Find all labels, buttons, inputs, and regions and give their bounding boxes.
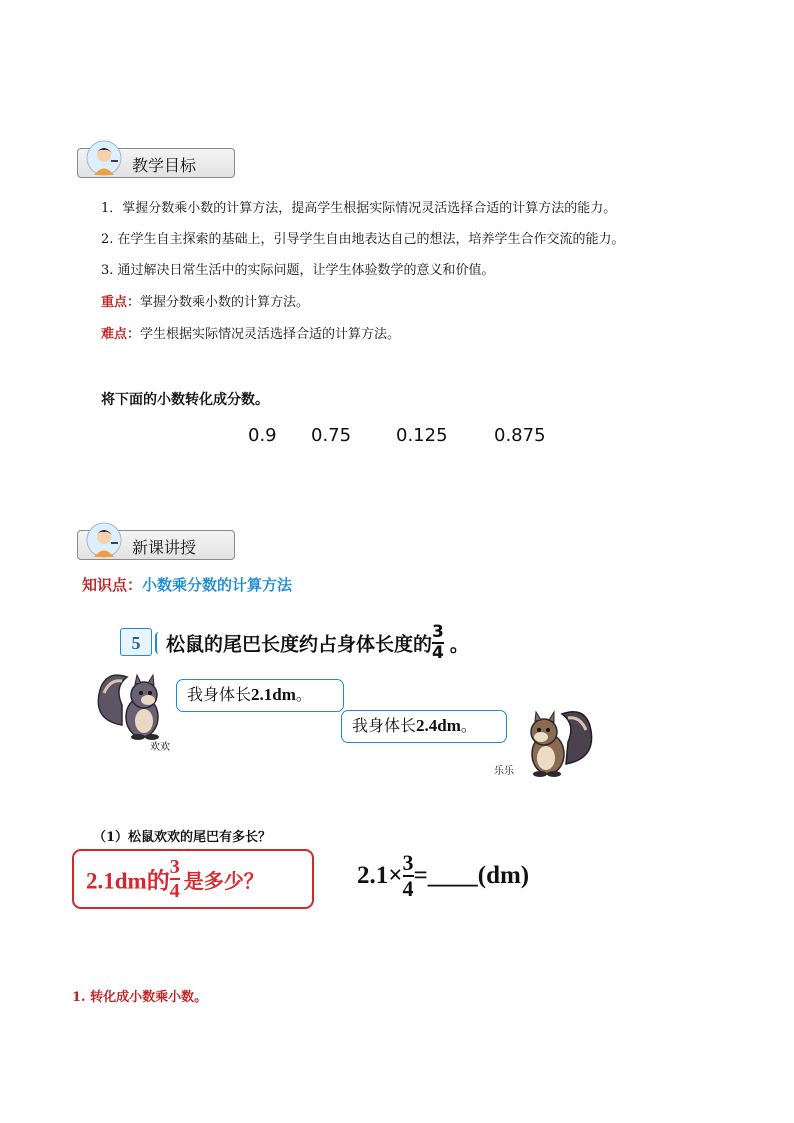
question-box-numerator: 3 [169, 856, 180, 878]
objectives-header [77, 148, 235, 178]
squirrel-huanhuan-image [92, 665, 172, 743]
objective-3: 3. 通过解决日常生活中的实际问题，让学生体验数学的意义和价值。 [101, 263, 495, 278]
warmup-prompt: 将下面的小数转化成分数。 [101, 392, 269, 408]
example-fraction [432, 624, 444, 662]
lesson-header [77, 530, 235, 560]
example-end: 。 [449, 633, 469, 656]
question-box-denominator: 4 [169, 880, 180, 902]
bubble2-prefix: 我身体长 [352, 716, 417, 735]
key-point-label: 重点： [101, 295, 141, 310]
objectives-title: 教学目标 [132, 156, 197, 175]
lesson-title: 新课讲授 [132, 538, 197, 557]
fraction-numerator: 3 [432, 622, 444, 642]
bubble1-prefix: 我身体长 [187, 685, 252, 704]
knowledge-text: 小数乘分数的计算方法 [142, 576, 293, 594]
number-2: 0.75 [311, 425, 352, 446]
equation-denominator: 4 [402, 876, 414, 901]
objective-2: 2. 在学生自主探索的基础上，引导学生自由地表达自己的想法，培养学生合作交流的能力。 [101, 232, 625, 247]
bubble2-suffix: 。 [460, 716, 477, 735]
equation-unit: (dm) [477, 862, 530, 889]
answer-blank[interactable]: ____ [427, 862, 478, 889]
fraction-denominator: 4 [432, 643, 444, 663]
example-bracket [155, 632, 165, 654]
key-point [101, 295, 309, 311]
difficult-point [101, 327, 400, 343]
question-box-prefix: 2.1dm的 [86, 868, 170, 894]
squirrel-lele-name: 乐乐 [494, 766, 514, 777]
bubble2-value: 2.4dm [416, 716, 461, 735]
teacher-icon [86, 140, 122, 176]
squirrel-lele-image [514, 700, 598, 780]
question-box [72, 849, 314, 909]
knowledge-label: 知识点： [82, 576, 143, 594]
objective-1: 1．掌握分数乘小数的计算方法，提高学生根据实际情况灵活选择合适的计算方法的能力。 [101, 201, 617, 216]
key-point-text: 掌握分数乘小数的计算方法。 [140, 295, 310, 310]
question-1: （1）松鼠欢欢的尾巴有多长？ [93, 830, 272, 845]
step-1: 1. 转化成小数乘小数。 [72, 990, 208, 1005]
difficult-point-text: 学生根据实际情况灵活选择合适的计算方法。 [140, 327, 401, 342]
knowledge-point [82, 574, 292, 595]
number-3: 0.125 [396, 425, 448, 446]
squirrel-huanhuan-name: 欢欢 [150, 742, 170, 753]
equation-fraction [403, 852, 414, 900]
equation [357, 852, 529, 900]
speech-bubble-huanhuan [176, 679, 344, 712]
teacher-icon [86, 522, 122, 558]
bubble1-value: 2.1dm [251, 685, 296, 704]
speech-bubble-lele [341, 710, 507, 743]
number-1: 0.9 [248, 425, 277, 446]
difficult-point-label: 难点： [101, 327, 141, 342]
example-text [166, 624, 469, 662]
equation-numerator: 3 [402, 850, 414, 875]
example-sentence: 松鼠的尾巴长度约占身体长度的 [166, 633, 433, 656]
example-number: 5 [120, 628, 152, 656]
equation-lhs: 2.1× [357, 862, 403, 889]
question-box-suffix: 是多少？ [183, 868, 264, 893]
question-box-fraction [170, 857, 180, 901]
equation-equals: = [413, 862, 428, 889]
bubble1-suffix: 。 [295, 685, 312, 704]
number-4: 0.875 [494, 425, 546, 446]
